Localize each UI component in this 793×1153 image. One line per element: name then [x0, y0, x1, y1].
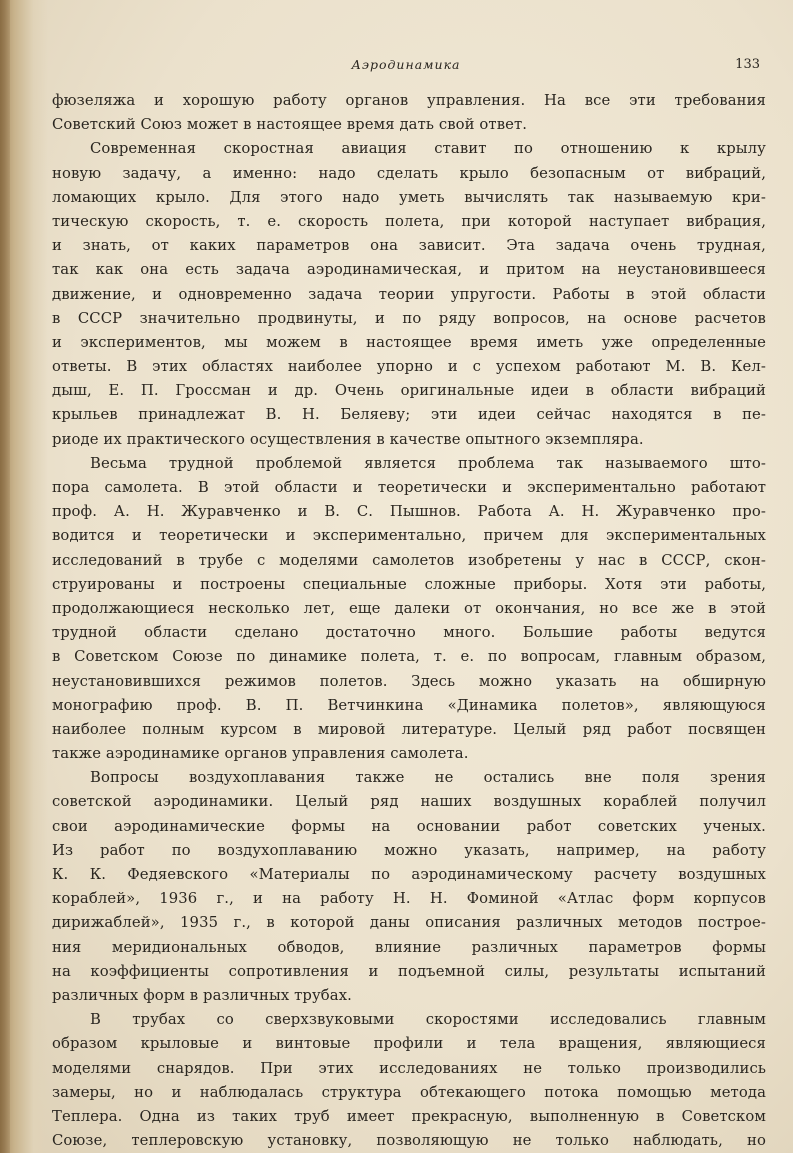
- text-line: ломающих крыло. Для этого надо уметь вычислять так называемую кри-: [52, 188, 766, 206]
- text-line: водится и теоретически и экспериментально, причем для экспериментальных: [52, 527, 766, 545]
- text-line: Весьма трудной проблемой является проблема так называемого што-: [90, 454, 766, 472]
- running-title: Аэродинамика: [351, 57, 461, 72]
- text-line: кораблей», 1936 г., и на работу Н. Н. Фоминой «Атлас форм корпусов: [52, 890, 766, 908]
- page-header: [52, 57, 760, 75]
- page-number: 133: [735, 57, 760, 72]
- text-line: фюзеляжа и хорошую работу органов управления. На все эти требования: [52, 92, 766, 109]
- text-line: крыльев принадлежат В. Н. Беляеву; эти идеи сейчас находятся в пе-: [52, 406, 766, 424]
- text-line: монографию проф. В. П. Ветчинкина «Динамика полетов», являющуюся: [52, 696, 766, 714]
- text-line: пора самолета. В этой области и теоретически и экспериментально работают: [52, 479, 766, 496]
- text-line: в СССР значительно продвинуты, и по ряду вопросов, на основе расчетов: [52, 309, 766, 327]
- text-line: трудной области сделано достаточно много. Большие работы ведутся: [52, 624, 766, 642]
- text-line: Вопросы воздухоплавания также не остались вне поля зрения: [90, 769, 766, 787]
- text-line: струированы и построены специальные сложные приборы. Хотя эти работы,: [52, 575, 766, 593]
- text-line: Советский Союз может в настоящее время дать свой ответ.: [52, 116, 528, 134]
- text-line: Из работ по воздухоплаванию можно указать, например, на работу: [52, 841, 766, 859]
- text-line: неустановившихся режимов полетов. Здесь можно указать на обширную: [52, 672, 766, 690]
- text-line: проф. А. Н. Журавченко и В. С. Пышнов. Работа А. Н. Журавченко про-: [52, 503, 766, 521]
- text-line: ния меридиональных обводов, влияние различных параметров формы: [52, 938, 766, 956]
- text-line: также аэродинамике органов управления самолета.: [52, 745, 469, 763]
- text-line: свои аэродинамические формы на основании работ советских ученых.: [52, 817, 766, 835]
- text-line: Союзе, теплеровскую установку, позволяющую не только наблюдать, но: [52, 1132, 766, 1150]
- text-line: ответы. В этих областях наиболее упорно и с успехом работают М. В. Кел-: [52, 358, 766, 376]
- body-text: [52, 89, 766, 1153]
- text-line: Теплера. Одна из таких труб имеет прекрасную, выполненную в Советском: [52, 1107, 766, 1125]
- text-line: замеры, но и наблюдалась структура обтекающего потока помощью метода: [52, 1083, 766, 1101]
- text-line: Современная скоростная авиация ставит по отношению к крылу: [90, 140, 766, 158]
- text-line: продолжающиеся несколько лет, еще далеки от окончания, но все же в этой: [52, 599, 766, 617]
- page-edge: [0, 0, 10, 1153]
- text-line: К. К. Федяевского «Материалы по аэродинамическому расчету воздушных: [52, 866, 766, 883]
- text-line: на коэффициенты сопротивления и подъемной силы, результаты испытаний: [52, 962, 766, 980]
- text-line: моделями снарядов. При этих исследованиях не только производились: [52, 1059, 766, 1077]
- text-line: новую задачу, а именно: надо сделать крыло безопасным от вибраций,: [52, 164, 766, 182]
- text-line: так как она есть задача аэродинамическая, и притом на неустановившееся: [52, 261, 766, 279]
- text-line: дирижаблей», 1935 г., в которой даны описания различных методов построе-: [52, 914, 766, 932]
- text-line: риоде их практического осуществления в качестве опытного экземпляра.: [52, 430, 644, 448]
- text-line: образом крыловые и винтовые профили и тела вращения, являющиеся: [52, 1035, 766, 1053]
- text-line: советской аэродинамики. Целый ряд наших воздушных кораблей получил: [52, 793, 766, 811]
- text-line: исследований в трубе с моделями самолетов изобретены у нас в СССР, скон-: [52, 551, 766, 569]
- text-line: дыш, Е. П. Гроссман и др. Очень оригинальные идеи в области вибраций: [52, 382, 766, 400]
- text-line: различных форм в различных трубах.: [52, 986, 352, 1004]
- text-line: движение, и одновременно задача теории упругости. Работы в этой области: [52, 285, 766, 303]
- text-line: и экспериментов, мы можем в настоящее время иметь уже определенные: [52, 333, 766, 351]
- text-line: тическую скорость, т. е. скорость полета, при которой наступает вибрация,: [52, 212, 766, 230]
- text-line: и знать, от каких параметров она зависит. Эта задача очень трудная,: [52, 237, 766, 255]
- text-line: наиболее полным курсом в мировой литературе. Целый ряд работ посвящен: [52, 720, 766, 738]
- text-line: в Советском Союзе по динамике полета, т. е. по вопросам, главным образом,: [52, 648, 766, 666]
- text-line: В трубах со сверхзвуковыми скоростями исследовались главным: [90, 1011, 766, 1029]
